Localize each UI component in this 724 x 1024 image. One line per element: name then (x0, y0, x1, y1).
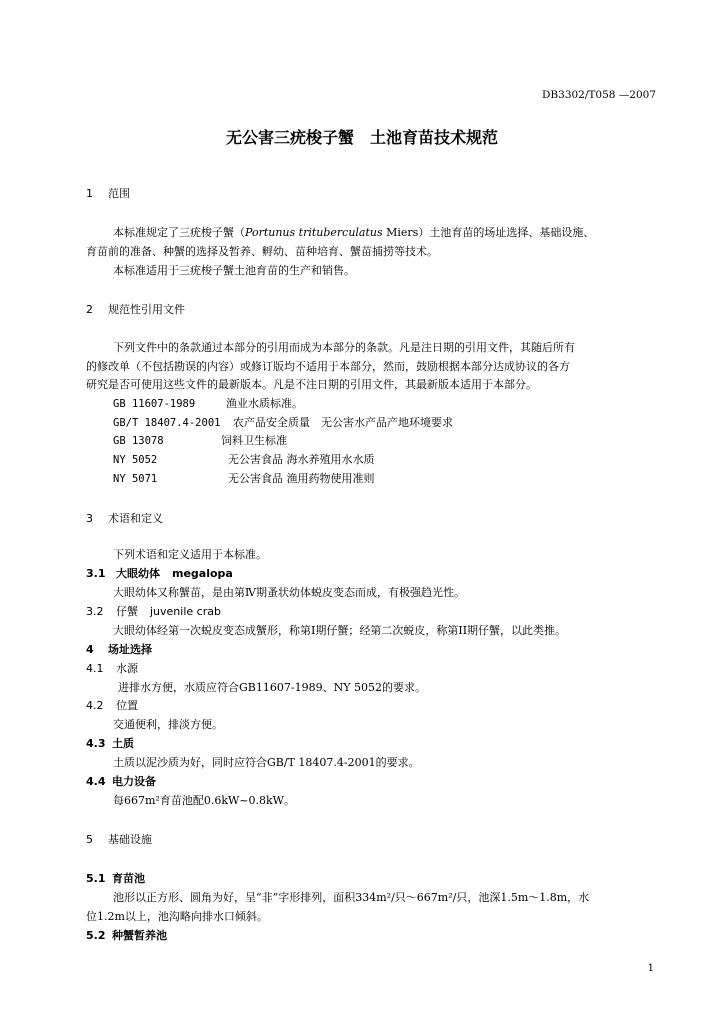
section-number: 2 (86, 303, 93, 316)
term-english: juvenile crab (150, 605, 221, 618)
clause-number: 5.2 (86, 929, 106, 942)
section-number: 4 (86, 643, 94, 656)
page-number: 1 (647, 963, 654, 974)
s1-paragraph-2: 本标准适用于三疣梭子蟹土池育苗的生产和销售。 (113, 264, 355, 277)
clause-number: 4.4 (86, 775, 106, 788)
clause-number: 3.1 (86, 567, 106, 580)
s2-paragraph-line-3: 研究是否可使用这些文件的最新版本。凡是不注日期的引用文件，其最新版本适用于本部分。 (86, 378, 537, 391)
clause-5-2-heading (86, 929, 167, 943)
section-2-heading (86, 303, 185, 317)
term-name: 仔蟹 (116, 605, 138, 618)
section-5-heading (86, 833, 152, 847)
term-3-1-heading (86, 567, 233, 581)
clause-number: 4.2 (86, 699, 104, 712)
reference-item (113, 416, 453, 430)
reference-item (113, 472, 375, 486)
s1-paragraph-1-line-1 (113, 226, 594, 240)
standard-number: DB3302/T058 —2007 (542, 89, 656, 101)
section-title: 基础设施 (108, 833, 152, 846)
clause-4-2-text: 交通便利，排淡方便。 (113, 718, 223, 731)
clause-title: 电力设备 (112, 775, 156, 788)
clause-number: 5.1 (86, 872, 106, 885)
clause-title: 育苗池 (112, 872, 145, 885)
clause-number: 4.1 (86, 662, 104, 675)
clause-4-4-text: 每667m²育苗池配0.6kW~0.8kW。 (113, 794, 295, 807)
term-3-2-heading (86, 605, 221, 619)
clause-4-1-text: 进排水方便，水质应符合GB11607-1989、NY 5052的要求。 (118, 681, 426, 694)
term-3-1-definition: 大眼幼体又称蟹苗，是由第Ⅳ期蚤状幼体蜕皮变态而成，有极强趋光性。 (113, 586, 465, 599)
clause-4-2-heading (86, 699, 138, 713)
section-3-heading (86, 512, 163, 526)
section-4-heading (86, 643, 152, 657)
section-number: 5 (86, 833, 93, 846)
clause-number: 4.3 (86, 737, 106, 750)
reference-item (113, 434, 287, 448)
reference-item (113, 397, 303, 411)
reference-code: NY 5052 (113, 454, 158, 466)
species-latin-name: Portunus trituberculatus (245, 226, 383, 239)
s2-paragraph-line-2: 的修改单（不包括勘误的内容）或修订版均不适用于本部分，然而，鼓励根据本部分达成协议的各方 (86, 360, 570, 373)
reference-code: GB 13078 (113, 435, 164, 447)
reference-title: 渔业水质标准。 (226, 397, 303, 410)
term-3-2-definition: 大眼幼体经第一次蜕皮变态成蟹形，称第Ⅰ期仔蟹；经第二次蜕皮，称第ⅠⅠ期仔蟹，以此类推。 (113, 624, 567, 637)
clause-5-1-text-line-2: 位1.2m以上，池沟略向排水口倾斜。 (86, 910, 268, 923)
clause-title: 位置 (116, 699, 138, 712)
reference-code: NY 5071 (113, 473, 158, 485)
reference-code: GB 11607-1989 (113, 398, 196, 410)
text: Miers）土池育苗的场址选择、基础设施、 (382, 226, 595, 239)
section-title: 术语和定义 (108, 512, 163, 525)
clause-4-4-heading (86, 775, 156, 789)
clause-5-1-heading (86, 872, 145, 886)
section-title: 场址选择 (108, 643, 152, 656)
s2-paragraph-line-1: 下列文件中的条款通过本部分的引用而成为本部分的条款。凡是注日期的引用文件，其随后所有 (113, 341, 575, 354)
clause-title: 土质 (112, 737, 134, 750)
s3-intro: 下列术语和定义适用于本标准。 (113, 548, 267, 561)
s1-paragraph-1-line-2: 育苗前的准备、种蟹的选择及暂养、孵幼、苗种培育、蟹苗捕捞等技术。 (86, 245, 438, 258)
document-title: 无公害三疣梭子蟹 土池育苗技术规范 (225, 128, 498, 147)
reference-title: 饲料卫生标准 (221, 434, 287, 447)
term-english: megalopa (172, 567, 233, 580)
reference-title: 农产品安全质量 无公害水产品产地环境要求 (233, 416, 453, 429)
clause-4-3-heading (86, 737, 134, 751)
reference-title: 无公害食品 海水养殖用水水质 (228, 453, 375, 466)
section-title: 规范性引用文件 (108, 303, 185, 316)
reference-code: GB/T 18407.4-2001 (113, 417, 221, 429)
clause-title: 种蟹暂养池 (112, 929, 167, 942)
reference-item (113, 453, 375, 467)
clause-5-1-text-line-1: 池形以正方形、圆角为好，呈“非”字形排列，面积334m²/只～667m²/只，池深1.5m～1.8m，水 (113, 891, 590, 904)
clause-4-1-heading (86, 662, 138, 676)
section-title: 范围 (108, 187, 130, 200)
clause-title: 水源 (116, 662, 138, 675)
section-1-heading (86, 187, 130, 201)
clause-4-3-text: 土质以泥沙质为好，同时应符合GB/T 18407.4-2001的要求。 (113, 756, 420, 769)
reference-title: 无公害食品 渔用药物使用准则 (228, 472, 375, 485)
clause-number: 3.2 (86, 605, 104, 618)
text: 本标准规定了三疣梭子蟹（ (113, 226, 245, 239)
section-number: 3 (86, 512, 93, 525)
term-name: 大眼幼体 (116, 567, 160, 580)
section-number: 1 (86, 187, 93, 200)
